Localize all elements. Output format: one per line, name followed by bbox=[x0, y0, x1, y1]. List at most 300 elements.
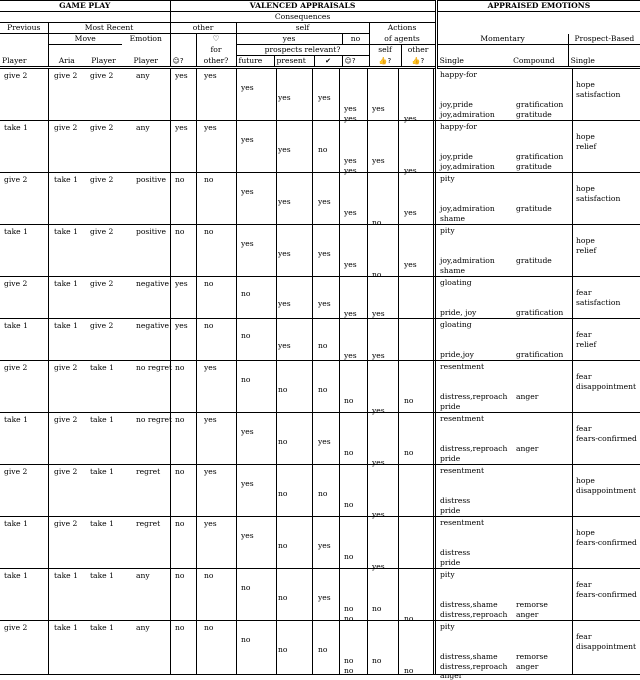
player-move: give 2 bbox=[90, 321, 114, 330]
momentary-single-emotion: pride bbox=[440, 402, 461, 411]
future-value: no bbox=[241, 289, 251, 298]
future-value: no bbox=[241, 375, 251, 384]
column-divider bbox=[367, 277, 368, 318]
check-value: yes bbox=[318, 593, 331, 602]
player-move: take 1 bbox=[90, 415, 114, 424]
for-other-value: yes bbox=[204, 123, 217, 132]
column-divider bbox=[572, 361, 573, 412]
smiley-2-value: no bbox=[344, 448, 354, 457]
for-other-value: yes bbox=[204, 415, 217, 424]
column-divider bbox=[48, 361, 49, 412]
column-divider bbox=[312, 361, 313, 412]
for-other-value: no bbox=[204, 279, 214, 288]
column-divider bbox=[196, 319, 197, 360]
column-divider bbox=[196, 69, 197, 120]
column-divider bbox=[276, 569, 277, 620]
other-action-value: no bbox=[404, 614, 414, 623]
column-divider bbox=[398, 69, 399, 120]
column-divider-double bbox=[433, 173, 436, 224]
header-single-2: Single bbox=[570, 55, 595, 65]
column-divider bbox=[236, 225, 237, 276]
column-divider-double bbox=[433, 517, 436, 568]
prospect-based-emotion: hope bbox=[576, 528, 595, 537]
header-no: no bbox=[342, 34, 369, 45]
column-divider bbox=[367, 319, 368, 360]
future-value: no bbox=[241, 583, 251, 592]
present-value: yes bbox=[278, 197, 291, 206]
header-other-col: other bbox=[401, 45, 436, 56]
other-action-value: yes bbox=[404, 208, 417, 217]
aria-move: give 2 bbox=[54, 467, 78, 476]
momentary-single-emotion: pride bbox=[440, 454, 461, 463]
column-divider bbox=[398, 225, 399, 276]
header-yes: yes bbox=[236, 34, 342, 45]
self-action-value: yes bbox=[372, 458, 385, 467]
header-smiley-icon-2: ☺? bbox=[342, 56, 369, 68]
column-divider bbox=[276, 173, 277, 224]
self-action-value: yes bbox=[372, 309, 385, 318]
column-divider bbox=[276, 517, 277, 568]
column-divider bbox=[312, 173, 313, 224]
momentary-single-emotion: joy,admiration bbox=[440, 110, 495, 119]
momentary-single-emotion: resentment bbox=[440, 362, 485, 371]
smiley-value: no bbox=[175, 227, 185, 236]
column-divider bbox=[572, 319, 573, 360]
momentary-single-emotion: resentment bbox=[440, 466, 485, 475]
column-divider bbox=[398, 413, 399, 464]
column-divider bbox=[367, 69, 368, 120]
header-valenced-appraisals: VALENCED APPRAISALS bbox=[170, 1, 436, 12]
header-player-2: Player bbox=[91, 55, 116, 65]
player-move: give 2 bbox=[90, 123, 114, 132]
column-divider-double bbox=[433, 413, 436, 464]
previous-move: take 1 bbox=[4, 227, 28, 236]
thumb-icon-self: 👍? bbox=[369, 56, 401, 68]
aria-move: take 1 bbox=[54, 175, 78, 184]
column-divider bbox=[196, 121, 197, 172]
check-value: yes bbox=[318, 437, 331, 446]
column-divider bbox=[196, 465, 197, 516]
column-divider bbox=[339, 413, 340, 464]
player-move: give 2 bbox=[90, 175, 114, 184]
present-value: yes bbox=[278, 341, 291, 350]
momentary-single-emotion: distress,shame bbox=[440, 600, 498, 609]
aria-move: take 1 bbox=[54, 623, 78, 632]
header-other-q: other? bbox=[196, 56, 236, 68]
smiley-2-value: yes bbox=[344, 309, 357, 318]
smiley-value: yes bbox=[175, 321, 188, 330]
previous-move: give 2 bbox=[4, 467, 28, 476]
column-divider bbox=[276, 621, 277, 674]
table-group bbox=[0, 69, 640, 121]
momentary-single-emotion: pride, joy bbox=[440, 308, 477, 317]
present-value: yes bbox=[278, 145, 291, 154]
column-divider bbox=[312, 225, 313, 276]
prospect-based-emotion: hope bbox=[576, 80, 595, 89]
for-other-value: no bbox=[204, 227, 214, 236]
previous-move: take 1 bbox=[4, 519, 28, 528]
column-divider bbox=[276, 69, 277, 120]
column-divider bbox=[48, 569, 49, 620]
aria-move: give 2 bbox=[54, 71, 78, 80]
column-divider bbox=[48, 121, 49, 172]
header-smiley-icon: ☺? bbox=[170, 56, 196, 68]
previous-move: give 2 bbox=[4, 175, 28, 184]
momentary-single-emotion: resentment bbox=[440, 518, 485, 527]
column-divider bbox=[572, 69, 573, 120]
other-action-value: yes bbox=[404, 114, 417, 123]
column-divider bbox=[339, 621, 340, 674]
previous-move: take 1 bbox=[4, 415, 28, 424]
momentary-single-emotion: pity bbox=[440, 622, 455, 631]
column-divider bbox=[48, 69, 49, 120]
momentary-compound-emotion: anger bbox=[516, 610, 539, 619]
present-value: no bbox=[278, 645, 288, 654]
present-value: no bbox=[278, 489, 288, 498]
header-momentary: Momentary bbox=[436, 34, 568, 45]
smiley-2-value: no bbox=[344, 396, 354, 405]
smiley-value: no bbox=[175, 363, 185, 372]
column-divider bbox=[367, 517, 368, 568]
header-self-col: self bbox=[369, 45, 401, 56]
column-divider bbox=[398, 121, 399, 172]
momentary-single-emotion: gloating bbox=[440, 278, 472, 287]
prospect-based-emotion: satisfaction bbox=[576, 298, 621, 307]
check-value: no bbox=[318, 489, 328, 498]
smiley-2-value: yes bbox=[344, 156, 357, 165]
column-divider bbox=[367, 465, 368, 516]
column-divider bbox=[367, 621, 368, 674]
header-for: for bbox=[196, 45, 236, 56]
check-value: yes bbox=[318, 249, 331, 258]
momentary-single-emotion: pity bbox=[440, 174, 455, 183]
smiley-value: no bbox=[175, 415, 185, 424]
self-action-value: no bbox=[372, 656, 382, 665]
future-value: yes bbox=[241, 135, 254, 144]
column-divider bbox=[312, 319, 313, 360]
momentary-compound-emotion: gratification bbox=[516, 152, 564, 161]
prospect-based-emotion: hope bbox=[576, 236, 595, 245]
header-of-agents: of agents bbox=[369, 34, 436, 45]
column-divider bbox=[339, 569, 340, 620]
for-other-value: no bbox=[204, 175, 214, 184]
aria-move: take 1 bbox=[54, 571, 78, 580]
smiley-2-value: no bbox=[344, 552, 354, 561]
emotion-value: any bbox=[136, 623, 150, 632]
column-divider-double bbox=[433, 621, 436, 674]
prospect-based-emotion: fears-confirmed bbox=[576, 538, 637, 547]
column-divider bbox=[312, 277, 313, 318]
column-divider bbox=[367, 173, 368, 224]
column-divider bbox=[312, 413, 313, 464]
momentary-single-emotion: pride,joy bbox=[440, 350, 474, 359]
previous-move: take 1 bbox=[4, 321, 28, 330]
other-action-value: yes bbox=[404, 166, 417, 175]
smiley-value: no bbox=[175, 571, 185, 580]
column-divider-double bbox=[433, 225, 436, 276]
table-group bbox=[0, 621, 640, 680]
header-present: present bbox=[274, 56, 314, 68]
smiley-value: no bbox=[175, 623, 185, 632]
momentary-single-emotion: distress bbox=[440, 548, 471, 557]
check-value: yes bbox=[318, 299, 331, 308]
future-value: yes bbox=[241, 83, 254, 92]
future-value: yes bbox=[241, 479, 254, 488]
column-divider bbox=[339, 319, 340, 360]
column-divider bbox=[170, 465, 171, 516]
aria-move: take 1 bbox=[54, 227, 78, 236]
header-prospect-based: Prospect-Based bbox=[568, 34, 640, 45]
column-divider bbox=[236, 413, 237, 464]
header-actions: Actions bbox=[369, 23, 436, 34]
check-value: yes bbox=[318, 541, 331, 550]
column-divider bbox=[170, 277, 171, 318]
player-move: take 1 bbox=[90, 571, 114, 580]
column-divider bbox=[339, 361, 340, 412]
prospect-based-emotion: fear bbox=[576, 632, 592, 641]
emotion-value: regret bbox=[136, 519, 161, 528]
smiley-2-value: no bbox=[344, 500, 354, 509]
self-action-value: yes bbox=[372, 510, 385, 519]
column-divider bbox=[367, 121, 368, 172]
future-value: yes bbox=[241, 427, 254, 436]
smiley-2-value: yes bbox=[344, 166, 357, 175]
present-value: no bbox=[278, 437, 288, 446]
prospect-based-emotion: relief bbox=[576, 246, 597, 255]
column-divider bbox=[236, 69, 237, 120]
column-divider bbox=[276, 361, 277, 412]
for-other-value: yes bbox=[204, 363, 217, 372]
column-divider bbox=[196, 277, 197, 318]
momentary-compound-emotion: gratitude bbox=[516, 256, 552, 265]
column-divider bbox=[398, 569, 399, 620]
present-value: no bbox=[278, 541, 288, 550]
column-divider bbox=[572, 121, 573, 172]
self-action-value: yes bbox=[372, 104, 385, 113]
for-other-value: yes bbox=[204, 467, 217, 476]
column-divider bbox=[236, 569, 237, 620]
column-divider bbox=[367, 413, 368, 464]
smiley-value: no bbox=[175, 467, 185, 476]
present-value: no bbox=[278, 385, 288, 394]
column-divider bbox=[276, 319, 277, 360]
momentary-single-emotion: pity bbox=[440, 226, 455, 235]
future-value: no bbox=[241, 635, 251, 644]
column-divider bbox=[312, 121, 313, 172]
aria-move: take 1 bbox=[54, 321, 78, 330]
column-divider bbox=[276, 413, 277, 464]
momentary-single-emotion: distress bbox=[440, 496, 471, 505]
header-move: Move bbox=[48, 34, 122, 45]
for-other-value: no bbox=[204, 321, 214, 330]
column-divider bbox=[339, 121, 340, 172]
momentary-compound-emotion: anger bbox=[516, 392, 539, 401]
column-divider bbox=[339, 225, 340, 276]
smiley-2-value: yes bbox=[344, 114, 357, 123]
header-compound: Compound bbox=[511, 56, 568, 68]
column-divider bbox=[236, 277, 237, 318]
column-divider bbox=[276, 225, 277, 276]
prospect-based-emotion: disappointment bbox=[576, 382, 637, 391]
other-action-value: no bbox=[404, 448, 414, 457]
other-action-value: yes bbox=[404, 260, 417, 269]
column-divider bbox=[398, 361, 399, 412]
column-divider bbox=[48, 517, 49, 568]
table-group bbox=[0, 517, 640, 569]
column-divider bbox=[572, 621, 573, 674]
prospect-based-emotion: hope bbox=[576, 132, 595, 141]
smiley-2-value: yes bbox=[344, 260, 357, 269]
column-divider bbox=[196, 621, 197, 674]
check-value: yes bbox=[318, 197, 331, 206]
self-action-value: yes bbox=[372, 351, 385, 360]
prospect-based-emotion: fear bbox=[576, 424, 592, 433]
column-divider bbox=[398, 465, 399, 516]
previous-move: take 1 bbox=[4, 123, 28, 132]
other-action-value: no bbox=[404, 396, 414, 405]
momentary-compound-emotion: remorse bbox=[516, 600, 548, 609]
column-divider bbox=[48, 225, 49, 276]
emotion-value: any bbox=[136, 571, 150, 580]
column-divider bbox=[572, 517, 573, 568]
aria-move: give 2 bbox=[54, 363, 78, 372]
column-divider bbox=[236, 361, 237, 412]
for-other-value: yes bbox=[204, 519, 217, 528]
emotion-value: any bbox=[136, 123, 150, 132]
column-divider-double bbox=[433, 277, 436, 318]
column-divider bbox=[398, 173, 399, 224]
prospect-based-emotion: disappointment bbox=[576, 642, 637, 651]
header-appraised-emotions: APPRAISED EMOTIONS bbox=[436, 1, 640, 12]
player-move: give 2 bbox=[90, 227, 114, 236]
check-value: no bbox=[318, 341, 328, 350]
column-divider bbox=[312, 69, 313, 120]
momentary-single-emotion: distress,reproach bbox=[440, 392, 508, 401]
check-icon: ✔ bbox=[314, 56, 342, 68]
momentary-compound-emotion: anger bbox=[516, 662, 539, 671]
table-group bbox=[0, 569, 640, 621]
check-value: no bbox=[318, 385, 328, 394]
player-move: take 1 bbox=[90, 467, 114, 476]
previous-move: take 1 bbox=[4, 571, 28, 580]
table-group bbox=[0, 277, 640, 319]
momentary-single-emotion: pride bbox=[440, 558, 461, 567]
column-divider-double bbox=[433, 69, 436, 120]
self-action-value: no bbox=[372, 270, 382, 279]
aria-move: give 2 bbox=[54, 415, 78, 424]
smiley-2-value: no bbox=[344, 614, 354, 623]
for-other-value: no bbox=[204, 623, 214, 632]
present-value: yes bbox=[278, 299, 291, 308]
column-divider bbox=[196, 569, 197, 620]
column-divider bbox=[367, 569, 368, 620]
player-move: give 2 bbox=[90, 71, 114, 80]
smiley-value: no bbox=[175, 175, 185, 184]
momentary-single-emotion: happy-for bbox=[440, 122, 478, 131]
prospect-based-emotion: relief bbox=[576, 340, 597, 349]
smiley-value: yes bbox=[175, 71, 188, 80]
column-divider bbox=[367, 361, 368, 412]
prospect-based-emotion: fears-confirmed bbox=[576, 434, 637, 443]
prospect-based-emotion: fear bbox=[576, 372, 592, 381]
table-group bbox=[0, 319, 640, 361]
header-self: self bbox=[236, 23, 369, 34]
present-value: no bbox=[278, 593, 288, 602]
smiley-2-value: no bbox=[344, 666, 354, 675]
column-divider bbox=[339, 277, 340, 318]
column-divider bbox=[572, 225, 573, 276]
prospect-based-emotion: fears-confirmed bbox=[576, 590, 637, 599]
column-divider bbox=[312, 517, 313, 568]
future-value: no bbox=[241, 331, 251, 340]
momentary-compound-emotion: remorse bbox=[516, 652, 548, 661]
player-move: take 1 bbox=[90, 519, 114, 528]
previous-move: give 2 bbox=[4, 363, 28, 372]
column-divider-double bbox=[433, 465, 436, 516]
header-emotion: Emotion bbox=[122, 34, 170, 45]
check-value: yes bbox=[318, 93, 331, 102]
column-divider bbox=[572, 413, 573, 464]
other-action-value: no bbox=[404, 666, 414, 675]
table-body bbox=[0, 69, 640, 680]
column-divider bbox=[170, 121, 171, 172]
emotion-value: negative bbox=[136, 279, 170, 288]
self-action-value: yes bbox=[372, 156, 385, 165]
column-divider bbox=[236, 517, 237, 568]
column-divider bbox=[196, 173, 197, 224]
header-game-play: GAME PLAY bbox=[0, 1, 170, 12]
column-divider bbox=[48, 621, 49, 674]
column-divider bbox=[339, 69, 340, 120]
check-value: no bbox=[318, 645, 328, 654]
column-divider bbox=[170, 621, 171, 674]
table-group bbox=[0, 413, 640, 465]
column-divider bbox=[276, 465, 277, 516]
column-divider bbox=[236, 465, 237, 516]
header-future: future bbox=[236, 56, 274, 68]
column-divider bbox=[572, 277, 573, 318]
column-divider bbox=[170, 225, 171, 276]
momentary-single-emotion: distress,reproach bbox=[440, 610, 508, 619]
smiley-2-value: yes bbox=[344, 351, 357, 360]
prospect-based-emotion: fear bbox=[576, 580, 592, 589]
momentary-compound-emotion: gratitude bbox=[516, 110, 552, 119]
header-consequences: Consequences bbox=[170, 12, 436, 23]
check-value: no bbox=[318, 145, 328, 154]
emotion-value: no regret bbox=[136, 415, 173, 424]
header-aria: Aria bbox=[58, 55, 75, 65]
column-divider-double bbox=[433, 121, 436, 172]
smiley-2-value: yes bbox=[344, 208, 357, 217]
momentary-compound-emotion: gratification bbox=[516, 308, 564, 317]
thumb-icon-other: 👍? bbox=[401, 56, 436, 68]
column-divider bbox=[367, 225, 368, 276]
column-divider bbox=[339, 465, 340, 516]
present-value: yes bbox=[278, 93, 291, 102]
column-divider bbox=[236, 173, 237, 224]
momentary-compound-emotion: gratification bbox=[516, 350, 564, 359]
self-action-value: yes bbox=[372, 562, 385, 571]
future-value: yes bbox=[241, 239, 254, 248]
prospect-based-emotion: disappointment bbox=[576, 486, 637, 495]
prospect-based-emotion: fear bbox=[576, 288, 592, 297]
column-divider-double bbox=[433, 361, 436, 412]
column-divider bbox=[339, 517, 340, 568]
emotion-value: negative bbox=[136, 321, 170, 330]
momentary-single-emotion: shame bbox=[440, 214, 466, 223]
column-divider bbox=[398, 277, 399, 318]
column-divider bbox=[48, 173, 49, 224]
